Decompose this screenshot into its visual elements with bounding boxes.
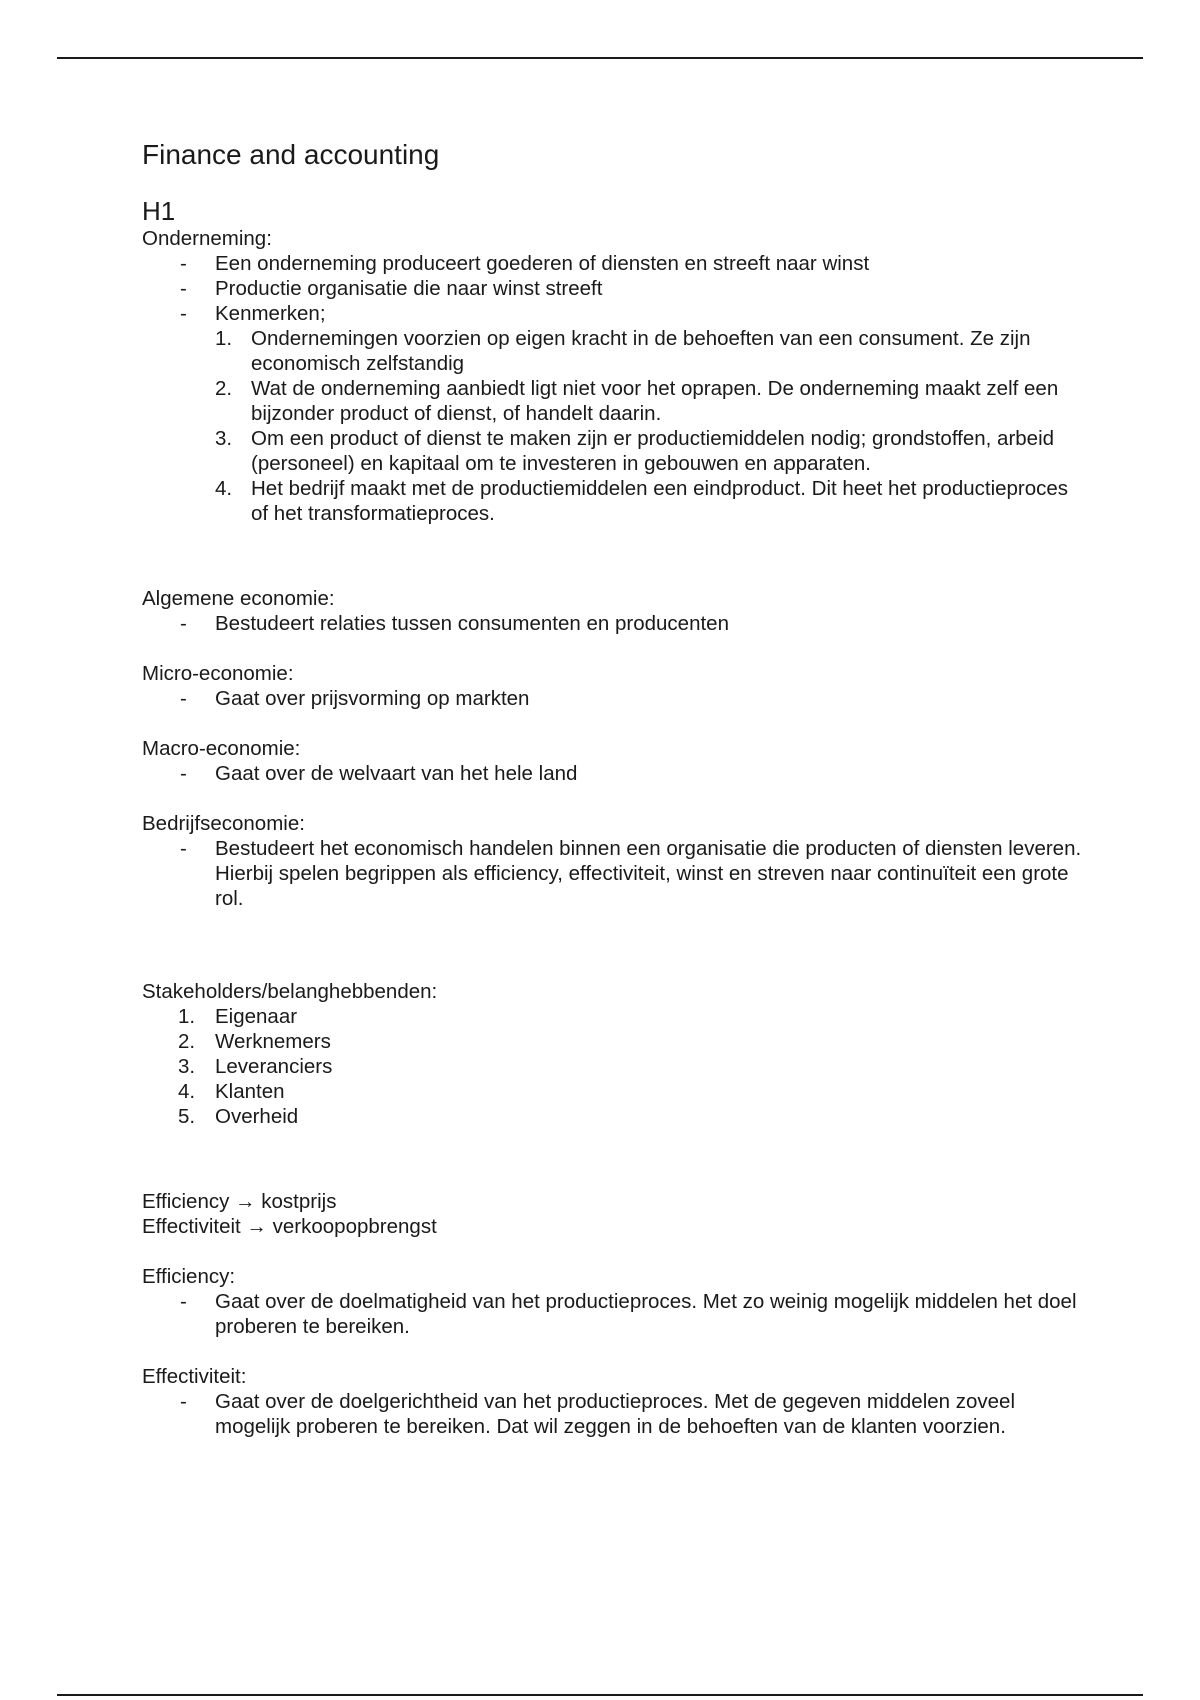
list-item: 1. Eigenaar [178, 1005, 298, 1028]
list-item: - Bestudeert relaties tussen consumenten en producenten [180, 612, 729, 635]
section-heading: Effectiviteit: [142, 1365, 247, 1388]
bullet-list [142, 761, 1082, 786]
section-heading: Algemene economie: [142, 587, 335, 610]
list-item: 4. Het bedrijf maakt met de productiemiddelen een eindproduct. Dit heet het productieproces of het transformatieproces. [215, 477, 1069, 525]
bullet-list [142, 251, 1082, 326]
list-item: - Gaat over de doelgerichtheid van het productieproces. Met de gegeven middelen zoveel mogelijk proberen te bereiken. Dat wil zeggen in de behoeften van de klanten voorzien. [180, 1390, 1016, 1438]
section-micro-economie [142, 661, 1082, 711]
dash-marker: - [180, 837, 187, 860]
dash-marker: - [180, 277, 187, 300]
list-item: - Gaat over de doelmatigheid van het productieproces. Met zo weinig mogelijk middelen het doel proberen te bereiken. [180, 1290, 1077, 1338]
list-item: - Productie organisatie die naar winst streeft [180, 277, 603, 300]
section-relations [142, 1189, 1082, 1239]
dash-marker: - [180, 1390, 187, 1413]
bullet-list [142, 1289, 1082, 1339]
bullet-list [142, 611, 1082, 636]
document-body [142, 138, 1082, 1439]
chapter-heading: H1 [142, 196, 176, 226]
section-efficiency [142, 1264, 1082, 1339]
list-item: - Gaat over de welvaart van het hele land [180, 762, 578, 785]
section-heading: Onderneming: [142, 227, 272, 250]
stakeholders-list [142, 1004, 1082, 1129]
section-stakeholders [142, 979, 1082, 1129]
list-item: - Bestudeert het economisch handelen binnen een organisatie die producten of diensten leveren. Hierbij spelen begrippen als efficiency, effectiviteit, winst en streven naar continuïteit een grote rol. [180, 837, 1082, 910]
relation-line: Efficiency → kostprijs [142, 1190, 337, 1213]
section-heading: Efficiency: [142, 1265, 236, 1288]
bullet-list [142, 836, 1082, 911]
dash-marker: - [180, 612, 187, 635]
document-title: Finance and accounting [142, 139, 440, 170]
section-onderneming [142, 226, 1082, 526]
relation-line: Effectiviteit → verkoopopbrengst [142, 1215, 437, 1238]
footer-rule [57, 1694, 1143, 1696]
section-heading: Micro-economie: [142, 662, 294, 685]
list-item: - Gaat over prijsvorming op markten [180, 687, 530, 710]
list-item: 4. Klanten [178, 1080, 285, 1103]
dash-marker: - [180, 687, 187, 710]
arrow-right-icon: → [246, 1215, 267, 1238]
dash-marker: - [180, 1290, 187, 1313]
section-bedrijfseconomie [142, 811, 1082, 911]
dash-marker: - [180, 252, 187, 275]
section-macro-economie [142, 736, 1082, 786]
section-heading: Stakeholders/belanghebbenden: [142, 980, 438, 1003]
list-item: - Een onderneming produceert goederen of diensten en streeft naar winst [180, 252, 870, 275]
section-heading: Macro-economie: [142, 737, 301, 760]
list-item: 2. Werknemers [178, 1030, 331, 1053]
list-item: 1. Ondernemingen voorzien op eigen kracht in de behoeften van een consument. Ze zijn economisch zelfstandig [215, 327, 1031, 375]
arrow-right-icon: → [235, 1190, 256, 1213]
bullet-list [142, 686, 1082, 711]
dash-marker: - [180, 302, 187, 325]
list-item: 3. Leveranciers [178, 1055, 333, 1078]
header-rule [57, 57, 1143, 59]
bullet-list [142, 1389, 1082, 1439]
list-item: - Kenmerken; [180, 302, 326, 325]
kenmerken-list [142, 326, 1082, 526]
section-algemene-economie [142, 586, 1082, 636]
list-item: 3. Om een product of dienst te maken zijn er productiemiddelen nodig; grondstoffen, arbeid (personeel) en kapitaal om te investeren in gebouwen en apparaten. [215, 427, 1055, 475]
list-item: 2. Wat de onderneming aanbiedt ligt niet voor het oprapen. De onderneming maakt zelf een bijzonder product of dienst, of handelt daarin. [215, 377, 1059, 425]
section-effectiviteit [142, 1364, 1082, 1439]
list-item: 5. Overheid [178, 1105, 299, 1128]
dash-marker: - [180, 762, 187, 785]
section-heading: Bedrijfseconomie: [142, 812, 305, 835]
